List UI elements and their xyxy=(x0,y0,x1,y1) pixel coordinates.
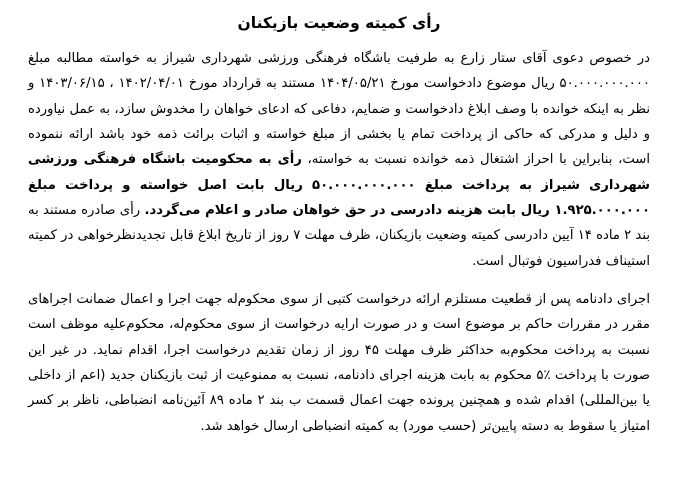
contract-date-1: ۱۴۰۲/۰۴/۰۱ xyxy=(118,76,185,92)
ruling-text-segment-2: ریال موضوع دادخواست مورخ xyxy=(385,76,560,92)
awarded-costs-amount: ۱.۹۲۵.۰۰۰.۰۰۰ xyxy=(554,203,650,219)
verdict-bold-segment-2: ریال بابت اصل خواسته و پرداخت مبلغ xyxy=(28,177,313,193)
paragraph-enforcement: اجرای دادنامه پس از قطعیت مستلزم ارائه درخواست کتبی از سوی محکوم‌له جهت اجرا و اعمال ضمانت اجراهای مقرر در مقررات حاکم بر موضوع است و در صورت ارایه درخواست از سوی محکوم‌له، محکوم‌علیه موظف است نسبت به پرداخت محکوم‌به حداکثر ظرف مهلت ۴۵ روز از زمان تقدیم درخواست اجرا، اقدام نماید. در غیر این صورت با پرداخت ٪۵ محکوم به بابت هزینه اجرای دادنامه، نسبت به ممنوعیت از ثبت بازیکنان جدید (اعم از داخلی یا بین‌المللی) اقدام شده و همچنین پرونده جهت اعمال قسمت ب بند ۲ ماده ۸۹ آئین‌نامه انضباطی، ناظر بر کسر امتیاز یا سقوط به دسته پایین‌تر (حسب مورد) به کمیته انضباطی ارسال خواهد شد. xyxy=(28,292,651,434)
page-title: رأی کمیته وضعیت بازیکنان xyxy=(237,14,441,32)
verdict-bold-segment-3: ریال بابت هزینه دادرسی در حق خواهان صادر و اعلام می‌گردد. xyxy=(144,203,555,219)
ruling-text-segment-6: رأی صادره مستند به بند ۲ ماده ۱۴ آیین دادرسی کمیته وضعیت بازیکنان، ظرف مهلت ۷ روز از تاریخ ابلاغ قابل تجدیدنظرخواهی در کمیته استیناف فدراسیون فوتبال است. xyxy=(28,203,651,269)
ruling-text-segment-5: و نظر به اینکه خوانده با وصف ابلاغ دادخواست و ضمایم، دفاعی که ادعای خواهان را مخدوش سازد، به عمل نیاورده و دلیل و مدرکی که حاکی از پرداخت تمام یا بخشی از مبلغ خواسته و اثبات برائت ذمه خود باشد ارائه ننموده است، بنابراین با احراز اشتغال ذمه خوانده نسبت به خواسته، xyxy=(28,76,650,168)
paragraph-ruling xyxy=(28,46,650,274)
petition-date: ۱۴۰۴/۰۵/۲۱ xyxy=(320,76,386,92)
ruling-text-segment-1: در خصوص دعوی آقای ستار زارع به طرفیت باشگاه فرهنگی ورزشی شهرداری شیراز به خواسته مطالبه مبلغ xyxy=(28,51,650,66)
verdict-bold-segment-1: رأی به محکومیت باشگاه فرهنگی ورزشی شهرداری شیراز به پرداخت مبلغ xyxy=(28,152,650,193)
claim-amount-1: ۵۰.۰۰۰.۰۰۰.۰۰۰ xyxy=(559,76,650,92)
ruling-text-segment-3: مستند به قرارداد مورخ xyxy=(184,76,320,92)
awarded-principal-amount: ۵۰.۰۰۰.۰۰۰.۰۰۰ xyxy=(312,177,416,193)
contract-date-2: ۱۴۰۳/۰۶/۱۵ xyxy=(39,76,105,92)
ruling-text-segment-4: ، xyxy=(104,76,119,92)
